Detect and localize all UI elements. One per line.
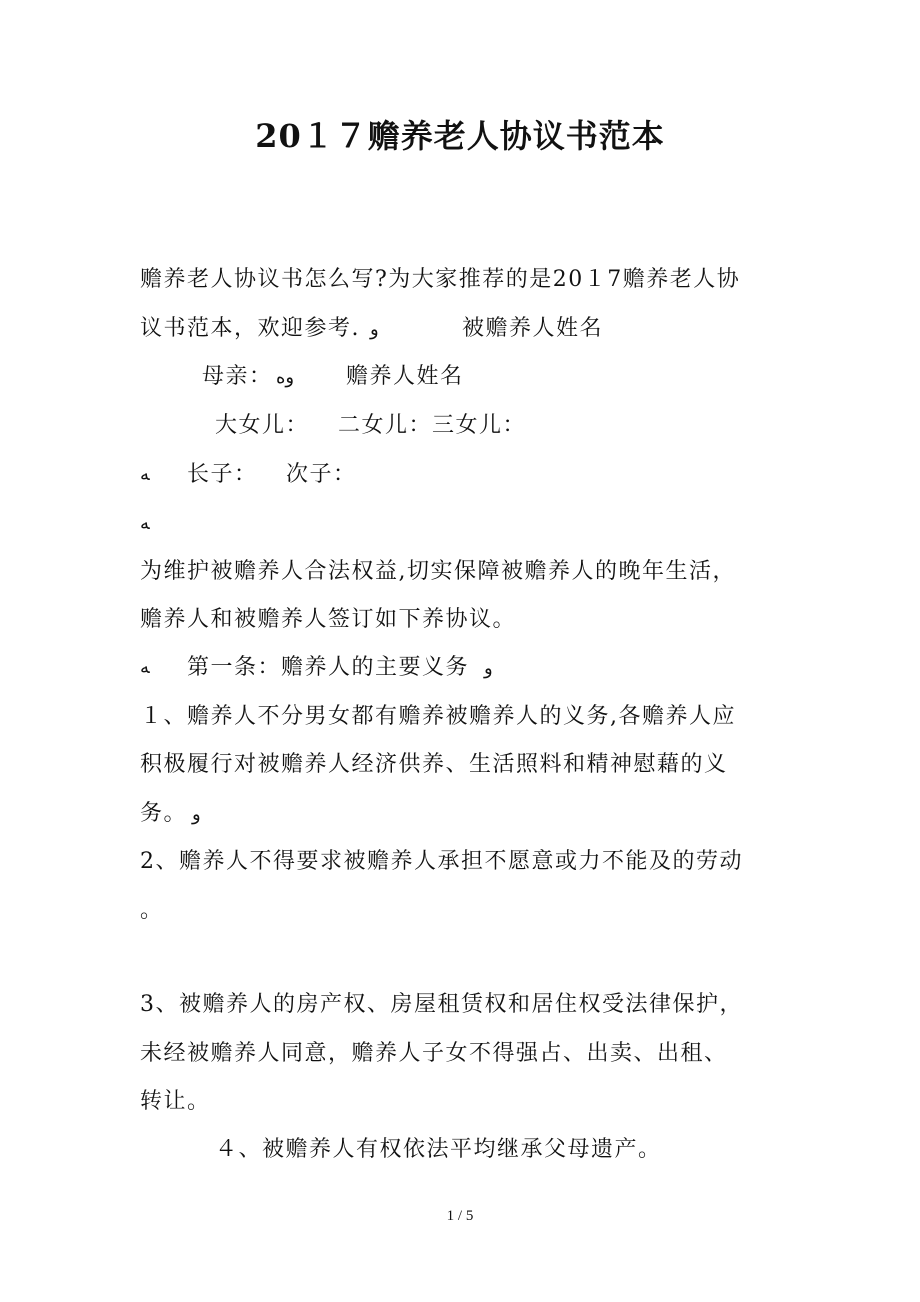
document-title: 20１７赡养老人协议书范本 — [255, 117, 665, 155]
clause-1-line-2: 积极履行对被赡养人经济供养、生活照料和精神慰藉的义 — [140, 752, 728, 777]
clause-2-line-2: 。 — [140, 898, 164, 923]
second-son-label: 次子： — [286, 462, 357, 487]
page-number: 1 / 5 — [446, 1208, 474, 1224]
eldest-son-label: 长子： — [187, 462, 258, 487]
clause-4-line-1: ４、被赡养人有权依法平均继承父母遗产。 — [215, 1137, 662, 1162]
intro-line-2: 议书范本，欢迎参考. — [140, 316, 360, 341]
mother-label: 母亲： — [202, 364, 273, 389]
paragraph-mark: ﻪ — [140, 464, 150, 485]
clause-1-line-1: １、赡养人不分男女都有赡养被赡养人的义务,各赡养人应 — [140, 704, 736, 729]
article-one-heading: 第一条：赡养人的主要义务 — [187, 655, 470, 680]
supporter-name-label: 赡养人姓名 — [346, 364, 464, 389]
purpose-line-2: 赡养人和被赡养人签订如下养协议。 — [140, 607, 517, 632]
paragraph-mark: وه — [276, 367, 295, 388]
paragraph-mark: و — [370, 319, 379, 340]
purpose-line-1: 为维护被赡养人合法权益,切实保障被赡养人的晚年生活， — [140, 559, 736, 584]
paragraph-mark: ﻪ — [140, 513, 150, 534]
intro-line-1: 赡养老人协议书怎么写?为大家推荐的是20１7赡养老人协 — [140, 267, 741, 292]
paragraph-mark: و — [484, 658, 493, 679]
clause-3-line-2: 未经被赡养人同意，赡养人子女不得强占、出卖、出租、 — [140, 1041, 728, 1066]
clause-1-line-3: 务。 — [140, 801, 188, 826]
eldest-daughter-label: 大女儿： — [215, 413, 310, 438]
paragraph-mark: و — [192, 804, 201, 825]
other-daughters-label: 二女儿：三女儿： — [338, 413, 527, 438]
paragraph-mark: ﻪ — [140, 657, 150, 678]
dependent-name-label: 被赡养人姓名 — [462, 316, 604, 341]
clause-3-line-1: 3、被赡养人的房产权、房屋租赁权和居住权受法律保护， — [140, 992, 743, 1017]
clause-2-line-1: 2、赡养人不得要求被赡养人承担不愿意或力不能及的劳动 — [140, 849, 743, 874]
clause-3-line-3: 转让。 — [140, 1089, 211, 1114]
